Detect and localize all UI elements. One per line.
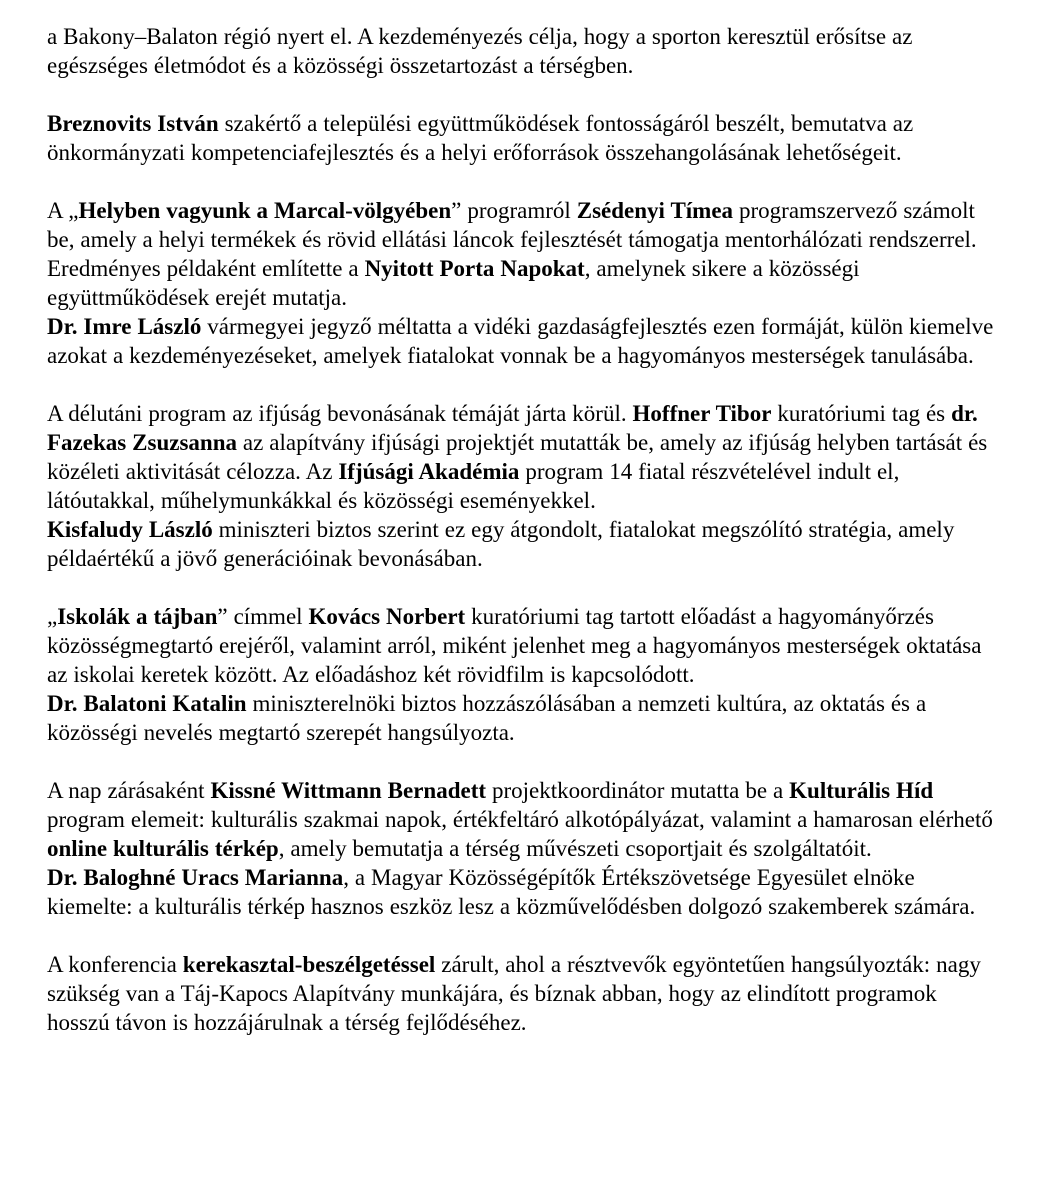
text-block <box>47 109 1002 167</box>
text-block <box>47 196 1002 370</box>
text-run: , a Magyar Közösségépítők Értékszövetsége Egyesület elnöke kiemelte: a kulturális térkép hasznos eszköz lesz a közművelődésben dolgozó szakemberek számára. <box>47 865 976 919</box>
paragraph <box>47 950 1002 1037</box>
paragraph <box>47 689 1002 747</box>
bold-text-run: Helyben vagyunk a Marcal-völgyében <box>78 198 452 223</box>
bold-text-run: Iskolák a tájban <box>57 604 218 629</box>
bold-text-run: Dr. Balatoni Katalin <box>47 691 247 716</box>
bold-text-run: dr. Fazekas Zsuzsanna <box>47 401 978 455</box>
text-block <box>47 950 1002 1037</box>
paragraph <box>47 515 1002 573</box>
bold-text-run: Ifjúsági Akadémia <box>338 459 520 484</box>
text-run: A nap zárásaként <box>47 778 211 803</box>
bold-text-run: Nyitott Porta Napokat <box>364 256 585 281</box>
paragraph <box>47 196 1002 312</box>
paragraph <box>47 22 1002 80</box>
text-block <box>47 776 1002 921</box>
bold-text-run: online kulturális térkép <box>47 836 279 861</box>
text-run: a Bakony–Balaton régió nyert el. A kezdeményezés célja, hogy a sporton keresztül erősítse az egészséges életmódot és a közösségi összetartozást a térségben. <box>47 24 913 78</box>
text-run: ” programról <box>451 198 577 223</box>
bold-text-run: Kissné Wittmann Bernadett <box>210 778 487 803</box>
paragraph <box>47 863 1002 921</box>
text-run: szakértő a települési együttműködések fontosságáról beszélt, bemutatva az önkormányzati kompetenciafejlesztés és a helyi erőforrások összehangolásának lehetőségeit. <box>47 111 914 165</box>
paragraph <box>47 776 1002 863</box>
bold-text-run: Hoffner Tibor <box>632 401 772 426</box>
bold-text-run: Kulturális Híd <box>789 778 934 803</box>
text-block <box>47 22 1002 80</box>
text-run: vármegyei jegyző méltatta a vidéki gazdaságfejlesztés ezen formáját, külön kiemelve azokat a kezdeményezéseket, amelyek fiatalokat vonnak be a hagyományos mesterségek tanulásába. <box>47 314 994 368</box>
text-run: miniszterelnöki biztos hozzászólásában a nemzeti kultúra, az oktatás és a közösségi nevelés megtartó szerepét hangsúlyozta. <box>47 691 927 745</box>
bold-text-run: Kisfaludy László <box>47 517 213 542</box>
text-run: A konferencia <box>47 952 183 977</box>
paragraph <box>47 399 1002 515</box>
bold-text-run: kerekasztal-beszélgetéssel <box>182 952 436 977</box>
text-run: miniszteri biztos szerint ez egy átgondolt, fiatalokat megszólító stratégia, amely példaértékű a jövő generációinak bevonásában. <box>47 517 955 571</box>
text-block <box>47 602 1002 747</box>
paragraph <box>47 312 1002 370</box>
text-run: kuratóriumi tag és <box>771 401 952 426</box>
bold-text-run: Breznovits István <box>47 111 219 136</box>
text-run: A „ <box>47 198 79 223</box>
bold-text-run: Dr. Imre László <box>47 314 202 339</box>
text-run: program elemeit: kulturális szakmai napok, értékfeltáró alkotópályázat, valamint a hamarosan elérhető <box>47 807 993 832</box>
text-run: , amelynek sikere a közösségi együttműködések erejét mutatja. <box>47 256 860 310</box>
text-run: „ <box>47 604 58 629</box>
paragraph <box>47 109 1002 167</box>
text-run: ” címmel <box>217 604 309 629</box>
bold-text-run: Dr. Baloghné Uracs Marianna <box>47 865 344 890</box>
text-run: zárult, ahol a résztvevők egyöntetűen hangsúlyozták: nagy szükség van a Táj-Kapocs Alapítvány munkájára, és bíznak abban, hogy az elindított programok hosszú távon is hozzájárulnak a térség fejlődéséhez. <box>47 952 981 1035</box>
text-block <box>47 399 1002 573</box>
text-run: , amely bemutatja a térség művészeti csoportjait és szolgáltatóit. <box>278 836 872 861</box>
paragraph <box>47 602 1002 689</box>
text-run: projektkoordinátor mutatta be a <box>486 778 790 803</box>
text-run: programszervező számolt be, amely a helyi termékek és rövid ellátási láncok fejlesztését támogatja mentorhálózati rendszerrel. Eredményes példaként említette a <box>47 198 977 281</box>
text-run: A délutáni program az ifjúság bevonásának témáját járta körül. <box>47 401 633 426</box>
text-run: kuratóriumi tag tartott előadást a hagyományőrzés közösségmegtartó erejéről, valamint arról, miként jelenhet meg a hagyományos mesterségek oktatása az iskolai keretek között. Az előadáshoz két rövidfilm is kapcsolódott. <box>47 604 982 687</box>
text-run: az alapítvány ifjúsági projektjét mutatták be, amely az ifjúság helyben tartását és közéleti aktivitását célozza. Az <box>47 430 988 484</box>
document-content <box>47 22 1002 1037</box>
text-run: program 14 fiatal részvételével indult el, látóutakkal, műhelymunkákkal és közösségi eseményekkel. <box>47 459 900 513</box>
bold-text-run: Kovács Norbert <box>308 604 466 629</box>
bold-text-run: Zsédenyi Tímea <box>576 198 734 223</box>
